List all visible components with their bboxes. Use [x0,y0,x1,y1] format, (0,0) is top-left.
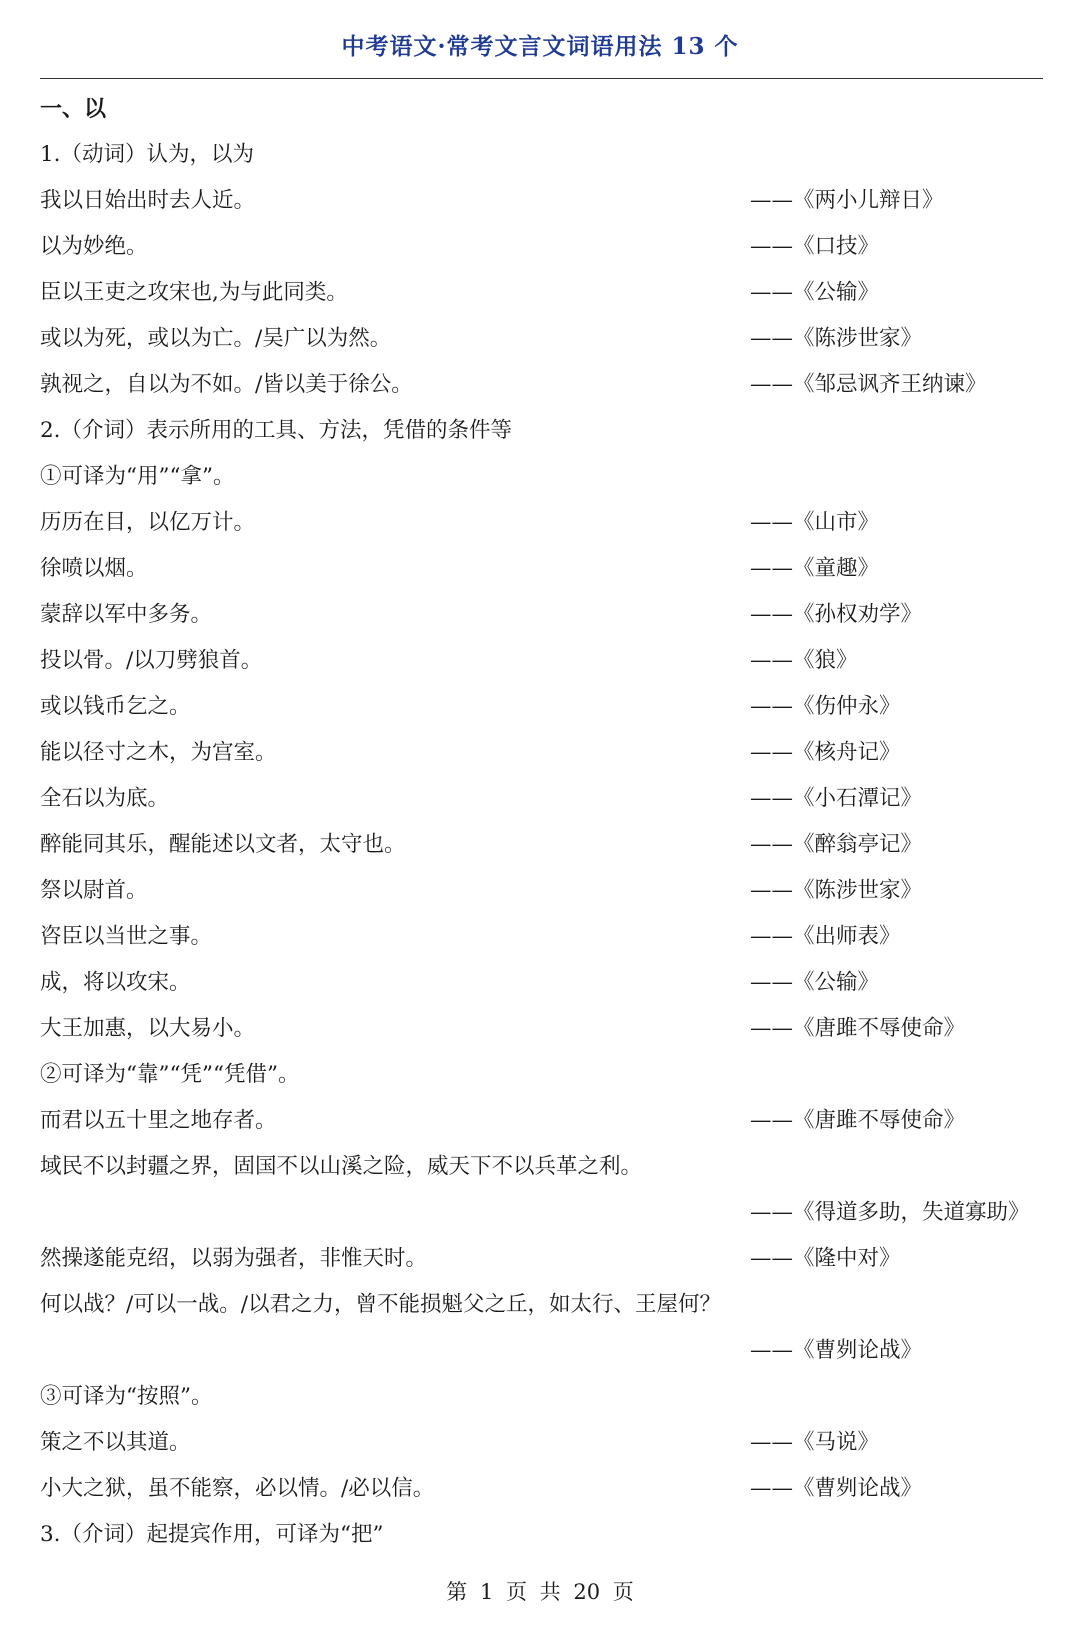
line-text: 一、以 [40,96,107,122]
line-text: 全石以为底。 [40,786,170,811]
text-line [40,592,1050,638]
source-citation: ——《伤仲永》 [750,694,901,719]
line-text: 或以为死，或以为亡。/吴广以为然。 [40,326,392,351]
document-body [40,86,1050,1558]
source-citation: ——《曹刿论战》 [750,1476,923,1501]
text-line [40,1512,1050,1558]
source-citation: ——《马说》 [750,1430,880,1455]
text-line [40,362,1050,408]
text-line [40,1006,1050,1052]
line-text: 策之不以其道。 [40,1430,191,1455]
line-text: 何以战？/可以一战。/以君之力，曾不能损魁父之丘，如太行、王屋何？ [40,1292,721,1317]
text-line [40,316,1050,362]
source-citation: ——《出师表》 [750,924,901,949]
text-line [40,224,1050,270]
source-citation: ——《核舟记》 [750,740,901,765]
source-citation: ——《童趣》 [750,556,880,581]
page-number: 第 1 页 共 20 页 [446,1580,634,1604]
source-citation: ——《公输》 [750,280,880,305]
text-line [40,1144,1050,1190]
source-citation: ——《两小儿辩日》 [750,188,944,213]
text-line [40,914,1050,960]
source-citation: ——《公输》 [750,970,880,995]
section-heading [40,86,1050,132]
line-text: 3.（介词）起提宾作用，可译为“把” [40,1522,384,1547]
text-line [40,1282,1050,1328]
text-line [40,408,1050,454]
line-text: 臣以王吏之攻宋也,为与此同类。 [40,280,348,305]
text-line [40,822,1050,868]
line-text: 大王加惠，以大易小。 [40,1016,256,1041]
source-citation: ——《口技》 [750,234,880,259]
source-citation: ——《曹刿论战》 [750,1338,923,1363]
text-line [40,270,1050,316]
line-text: 1.（动词）认为，以为 [40,142,255,167]
source-citation: ——《得道多助，失道寡助》 [750,1200,1030,1225]
text-line [40,178,1050,224]
text-line [40,500,1050,546]
source-citation: ——《陈涉世家》 [750,326,923,351]
line-text: 然操遂能克绍，以弱为强者，非惟天时。 [40,1246,428,1271]
line-text: ③可译为“按照”。 [40,1384,213,1409]
line-text: 蒙辞以军中多务。 [40,602,213,627]
text-line [40,132,1050,178]
source-citation: ——《孙权劝学》 [750,602,923,627]
line-text: 域民不以封疆之界，固国不以山溪之险，威天下不以兵革之利。 [40,1154,643,1179]
line-text: 小大之狱，虽不能察，必以情。/必以信。 [40,1476,435,1501]
source-citation: ——《小石潭记》 [750,786,923,811]
line-text: 能以径寸之木，为宫室。 [40,740,277,765]
text-line [40,1098,1050,1144]
text-line [40,776,1050,822]
source-citation: ——《邹忌讽齐王纳谏》 [750,372,987,397]
line-text: 或以钱币乞之。 [40,694,191,719]
source-citation: ——《陈涉世家》 [750,878,923,903]
line-text: 2.（介词）表示所用的工具、方法，凭借的条件等 [40,418,513,443]
text-line [40,730,1050,776]
source-citation: ——《狼》 [750,648,858,673]
line-text: ①可译为“用”“拿”。 [40,464,235,489]
text-line [40,1420,1050,1466]
source-citation: ——《隆中对》 [750,1246,901,1271]
source-citation: ——《唐雎不辱使命》 [750,1108,966,1133]
text-line [40,1466,1050,1512]
line-text: 而君以五十里之地存者。 [40,1108,277,1133]
text-line [40,684,1050,730]
line-text: ②可译为“靠”“凭”“凭借”。 [40,1062,300,1087]
header-divider [40,78,1043,79]
source-citation: ——《山市》 [750,510,880,535]
line-text: 投以骨。/以刀劈狼首。 [40,648,263,673]
line-text: 成，将以攻宋。 [40,970,191,995]
line-text: 孰视之，自以为不如。/皆以美于徐公。 [40,372,413,397]
line-text: 历历在目，以亿万计。 [40,510,256,535]
text-line [40,960,1050,1006]
text-line [40,454,1050,500]
text-line [40,1052,1050,1098]
text-line [40,1374,1050,1420]
text-line [40,868,1050,914]
text-line [40,546,1050,592]
line-text: 我以日始出时去人近。 [40,188,256,213]
line-text: 醉能同其乐，醒能述以文者，太守也。 [40,832,406,857]
line-text: 徐喷以烟。 [40,556,148,581]
text-line [40,1190,1050,1236]
line-text: 咨臣以当世之事。 [40,924,213,949]
text-line [40,1328,1050,1374]
source-citation: ——《醉翁亭记》 [750,832,923,857]
line-text: 祭以尉首。 [40,878,148,903]
line-text: 以为妙绝。 [40,234,148,259]
document-title: 中考语文·常考文言文词语用法 13 个 [341,33,739,60]
text-line [40,1236,1050,1282]
text-line [40,638,1050,684]
source-citation: ——《唐雎不辱使命》 [750,1016,966,1041]
